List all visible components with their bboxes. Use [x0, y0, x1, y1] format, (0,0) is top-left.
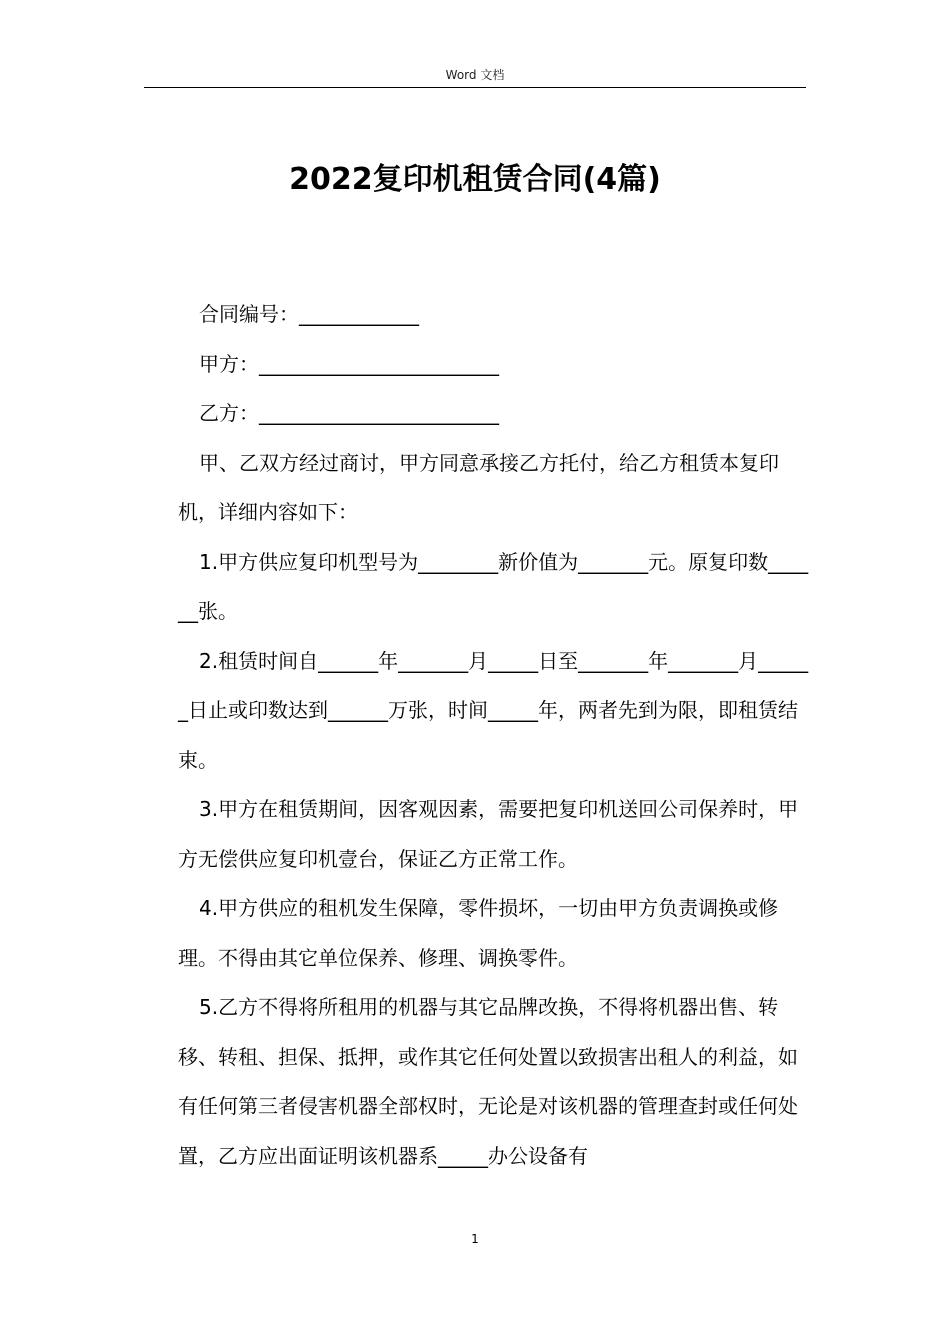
intro-paragraph: 甲、乙双方经过商讨，甲方同意承接乙方托付，给乙方租赁本复印机，详细内容如下：	[178, 450, 779, 524]
party-a-line: 甲方：________________________	[199, 351, 499, 376]
clause-5: 5.乙方不得将所租用的机器与其它品牌改换，不得将机器出售、转移、转租、担保、抵押，或作其它任何处置以致损害出租人的利益，如有任何第三者侵害机器全部权时，无论是对该机器的管理查封或任何处置，乙方应出面证明该机器系_____办公设备有	[178, 995, 798, 1168]
clause-4: 4.甲方供应的租机发生保障，零件损坏，一切由甲方负责调换或修理。不得由其它单位保养、修理、调换零件。	[178, 896, 779, 970]
header-rule	[144, 87, 806, 88]
party-b-line: 乙方：________________________	[199, 401, 499, 425]
document-body	[178, 290, 812, 1181]
page-number: 1	[471, 1232, 479, 1246]
document-title: 2022复印机租赁合同(4篇)	[289, 162, 661, 197]
page-header: Word 文档	[445, 68, 505, 82]
clause-3: 3.甲方在租赁期间，因客观因素，需要把复印机送回公司保养时，甲方无偿供应复印机壹台，保证乙方正常工作。	[178, 797, 799, 871]
clause-1: 1.甲方供应复印机型号为________新价值为_______元。原复印数______张。	[178, 549, 809, 623]
contract-number-line: 合同编号：____________	[199, 302, 419, 326]
clause-2: 2.租赁时间自______年_______月_____日至_______年_______月______日止或印数达到______万张，时间_____年，两者先到为限，即租赁结束。	[178, 648, 809, 772]
